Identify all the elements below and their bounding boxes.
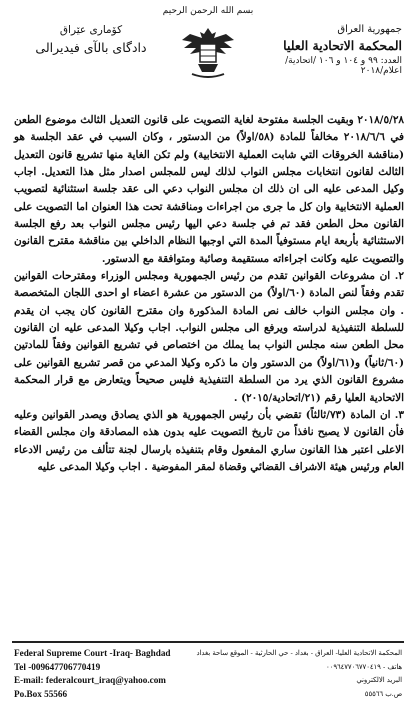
kurdish-header [16, 24, 166, 55]
footer-en-phone: Tel -009647706770419 [14, 661, 101, 672]
footer-ar-email: البريد الالكتروني [356, 676, 402, 684]
kurdish-country-name: كۆماری عێراق [59, 24, 123, 36]
body-paragraph-1: ٢٠١٨/٥/٢٨ وبقيت الجلسة مفتوحة لغاية التصويت على قانون التعديل الثالث موضوع الطعن في ٢٠١٨/٦/٦ مخالفاً للمادة (٥٨/اولاً) من الدستور ، وكان السبب في عقد الجلسة هو (مناقشة الخروقات التي شابت العملية الانتخابية) ولم تكن الغاية منها تشريع قانون التعديل الثالث لقانون انتخابات مجلس النواب لذلك ليس للمجلس اصدار مثل هذا التعديل. اجاب وكيل المدعى عليه الى ان ذلك ان مجلس النواب دعي الى عقد جلسة استثنائية لتصويب العملية الانتخابية وان كل ما جرى من اجراءات ومناقشة تحت هذا العنوان اما التصويت على القانون محل الطعن فقد تم في جلسة دعي اليها رئيس مجلس النواب بعد رفع الجلسة الاستثنائية بأربعة ايام مستوفياً المدة التي اوجبها النظام الداخلي بين مناقشة مقترح القانون والتصويت عليه وكانت اجراءاته مستقيمة وصائبة ومتوافقة مع الدستور. [14, 114, 404, 265]
body-paragraph-2: ٢. ان مشروعات القوانين تقدم من رئيس الجمهورية ومجلس الوزراء ومقترحات القوانين تقدم وفقاً لنص المادة (٦٠/اولاً) من الدستور من عشرة اعضاء او احدى اللجان المتخصصة . وان مجلس النواب خالف نص المادة المذكورة وان مقترح القانون كان يجب ان يقدم للسلطة التنفيذية لدراسته ويرفع الى مجلس النواب. اجاب وكيلا المدعى عليه ان القانون محل الطعن سنه مجلس النواب بما يملك من اختصاص في تشريع القوانين وفقاً للمادتين (٦٠/ثانياً) و(٦١/اولاً) من الدستور وان ما ذكره وكيلا المدعي من قصر تشريع القوانين على مشروع القانون الذي يرد من السلطة التنفيذية فليس صحيحاً ويتعارض مع قرار المحكمة الاتحادية العليا رقم (٢١/اتحادية/٢٠١٥) . [14, 270, 405, 404]
eagle-emblem-icon [178, 22, 238, 82]
footer-ar-phone: هاتف - ٠٠٩٦٤٧٧٠٦٧٧٠٤١٩ [326, 662, 402, 671]
document-body [14, 112, 404, 476]
footer-arabic [196, 647, 402, 701]
footer-ar-address: المحكمة الاتحادية العليا- العراق - بغداد - حي الحارثية - الموقع ساحة بغداد [196, 649, 402, 657]
footer-english [14, 647, 214, 701]
body-paragraph-3: ٣. ان المادة (٧٣/ثالثاً) تقضي بأن رئيس الجمهورية هو الذي يصادق ويصدر القوانين وعليه فأن القانون لا يصبح نافذاً من تاريخ التصويت عليه بدون هذه المصادقة وان مجلس القضاء الاعلى اعتبر هذا القانون ساري المفعول وقام بتنفيذه بارسال لجنة تتألف من رئيس الادعاء العام ورئيس هيئة الاشراف القضائي وقضاة لمقر المفوضية . اجاب وكيلا المدعى عليه [14, 408, 404, 473]
footer-divider [12, 641, 404, 643]
footer-en-address: Federal Supreme Court -Iraq- Baghdad [14, 648, 171, 658]
footer-ar-pobox: ص.ب ٥٥٥٦٦ [364, 689, 402, 698]
arabic-header [272, 24, 402, 76]
reference-number: العدد: ٩٩ و ١٠٤ و ١٠٦ /اتحادية/اعلام/٢٠١٨ [285, 56, 402, 76]
court-name: المحكمة الاتحادية العليا [283, 38, 402, 53]
country-name: جمهورية العراق [337, 24, 402, 35]
basmala: بسم الله الرحمن الرحيم [162, 6, 254, 16]
footer-en-pobox: Po.Box 55566 [14, 688, 68, 699]
footer-en-email: E-mail: federalcourt_iraq@yahoo.com [14, 675, 166, 685]
kurdish-court-name: دادگای بالآی فیدیرالی [35, 40, 147, 55]
